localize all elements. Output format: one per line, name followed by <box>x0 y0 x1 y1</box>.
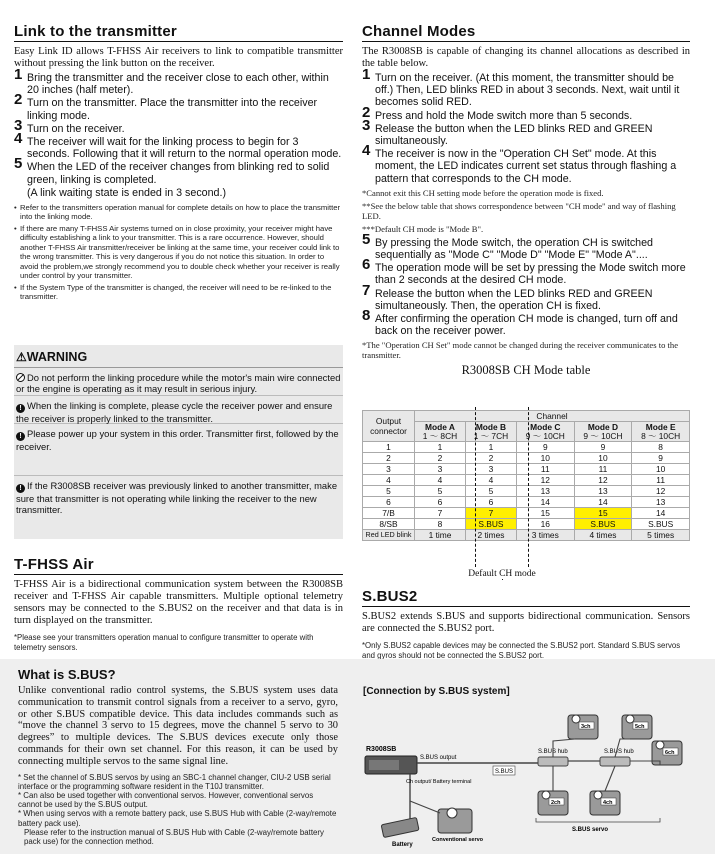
mode-range: 9 ～ 10CH <box>525 430 565 441</box>
step-text: The receiver is now in the "Operation CH Set" mode. At this moment, the LED indicates current set status through flashing a pattern that corresponds to the CH mode. <box>375 148 677 185</box>
table-cell: 3 <box>415 464 466 475</box>
step-item <box>362 66 690 109</box>
sbus-note: Please refer to the instruction manual of S.BUS Hub with Cable (2-way/remote battery pack use) for the connection method. <box>24 827 324 846</box>
table-cell: S.BUS <box>465 519 516 530</box>
table-cell: 2 times <box>465 530 516 541</box>
warning-item <box>14 424 343 476</box>
battery-label: Battery <box>392 842 413 848</box>
sbus-box <box>0 659 715 854</box>
step-number: 2 <box>14 91 23 109</box>
step-number: 1 <box>14 66 23 83</box>
table-cell: 5 <box>363 486 415 497</box>
link-bullets <box>14 203 343 302</box>
receiver-device <box>365 756 417 774</box>
hub2-label: S.BUS hub <box>604 749 634 755</box>
table-cell: 4 <box>465 475 516 486</box>
table-cell: 15 <box>516 508 574 519</box>
sbus-tag-label: S.BUS <box>495 769 514 775</box>
exclamation-icon: ! <box>16 432 25 441</box>
table-channel-header: Channel <box>415 411 690 422</box>
sbus-note: * Set the channel of S.BUS servos by using an SBC-1 channel changer, CIU-2 USB serial interface or the programming software resident in the T10J transmitter. <box>18 772 331 791</box>
table-cell: 13 <box>516 486 574 497</box>
sbus-hub-2 <box>600 757 630 766</box>
step-number: 5 <box>362 230 371 248</box>
prohibited-icon <box>16 373 25 382</box>
table-cell: 5 times <box>632 530 690 541</box>
servo-ch-label: 2ch <box>551 800 561 806</box>
servo-ch-label: 6ch <box>665 750 675 756</box>
warning-text: When the linking is complete, please cycle the receiver power and ensure the receiver is properly linked to the transmitter. <box>16 400 333 424</box>
warning-title: WARNING <box>26 350 88 364</box>
step-item <box>14 155 343 186</box>
right-column <box>362 23 690 378</box>
mode-header <box>415 422 466 442</box>
step-text: After confirming the operation CH mode is changed, turn off and back on the receiver power. <box>375 313 678 338</box>
sbus-text-col <box>18 667 338 846</box>
step-item <box>362 256 690 287</box>
table-cell: 5 <box>415 486 466 497</box>
warning-item <box>14 476 343 518</box>
mode-range: 9 ～ 10CH <box>583 430 623 441</box>
table-cell: 7 <box>415 508 466 519</box>
step-text: Press and hold the Mode switch more than 5 seconds. <box>375 109 633 122</box>
step-item <box>14 66 343 97</box>
link-steps <box>14 66 343 186</box>
mode-range: 1 ～ 7CH <box>473 430 509 441</box>
exclamation-icon: ! <box>16 404 25 413</box>
table-cell: 13 <box>574 486 632 497</box>
step5-sub: (A link waiting state is ended in 3 second.) <box>27 186 227 199</box>
table-cell: 10 <box>516 453 574 464</box>
table-cell: 10 <box>632 464 690 475</box>
step-number: 8 <box>362 307 371 325</box>
warning-icon: ⚠ <box>16 350 27 364</box>
table-cell: 7 <box>465 508 516 519</box>
default-mode-label: Default CH mode <box>452 569 552 579</box>
conv-servo-cable <box>410 801 440 813</box>
step-item <box>362 281 690 312</box>
table-cell: 1 <box>465 442 516 453</box>
note-bullet: • If there are many T-FHSS Air systems turned on in close proximity, your receiver might have difficulty establishing a link to your transmitter. This is a rare occurrence. However, should another T-FHSS Air transmitter/receiver be linking at the same time, your receiver could link to the wrong transmitter. This is very dangerous if you do not notice this situation. In order to avoid the problem,we strongly recommend you to double check whether your receiver is really under control by your transmitter. <box>14 224 343 281</box>
table-cell: 14 <box>574 497 632 508</box>
ch-output-text: Ch output/ Battery terminal <box>406 779 472 785</box>
mode-header <box>632 422 690 442</box>
servo-ch-label: 5ch <box>635 724 645 730</box>
table-cell: 7/B <box>363 508 415 519</box>
table-cell: 3 times <box>516 530 574 541</box>
left-column <box>14 23 343 304</box>
table-cell: 1 <box>363 442 415 453</box>
step-item <box>362 116 690 148</box>
table-cell: 8 <box>415 519 466 530</box>
ch-mode-table-wrap <box>362 410 690 579</box>
table-corner: Output connector <box>363 411 415 442</box>
default-mode-marker <box>475 407 529 572</box>
mode-name: Mode A <box>425 421 455 432</box>
table-cell: 14 <box>516 497 574 508</box>
table-cell: 11 <box>632 475 690 486</box>
warning-header <box>14 345 343 368</box>
servo-ch-label: 4ch <box>603 800 613 806</box>
mode-range: 8 ～ 10CH <box>641 430 681 441</box>
table-cell: 1 time <box>415 530 466 541</box>
table-cell: 15 <box>574 508 632 519</box>
step-item <box>14 91 343 122</box>
mode-name: Mode B <box>475 421 507 432</box>
sbus-notes <box>18 773 338 847</box>
hub1-label: S.BUS hub <box>538 749 568 755</box>
warning-text: Please power up your system in this order. Transmitter first, followed by the receiver. <box>16 428 339 452</box>
step-number: 5 <box>14 155 23 173</box>
table-cell: 10 <box>574 453 632 464</box>
mode-name: Mode D <box>587 421 619 432</box>
step-text: Release the button when the LED blinks RED and GREEN simultaneously. <box>375 122 653 148</box>
sbus-hub-1 <box>538 757 568 766</box>
step-text: The operation mode will be set by pressing the Mode switch more than 2 seconds at the desired CH mode. <box>375 262 686 287</box>
conventional-servo <box>438 808 472 833</box>
diagram-title: [Connection by S.BUS system] <box>363 686 510 697</box>
modes-title: Channel Modes <box>362 23 690 42</box>
modes-intro: The R3008SB is capable of changing its channel allocations as described in the table below. <box>362 46 690 69</box>
mode-note: **See the below table that shows correspondence between "CH mode" and way of flashing LED. <box>362 200 676 221</box>
modes-notes <box>362 188 690 234</box>
step-text: When the LED of the receiver changes from blinking red to solid green, linking is completed. <box>27 161 330 186</box>
step-item <box>362 307 690 338</box>
sbus-note: * Can also be used together with conventional servos. However, conventional servos cannot be used by the S.BUS output. <box>18 790 314 810</box>
receiver-label: R3008SB <box>366 746 397 753</box>
sbus-servo-bracket <box>536 818 660 822</box>
sbus2-title: S.BUS2 <box>362 588 690 607</box>
tfhss-text: T-FHSS Air is a bidirectional communication system between the R3008SB receiver and T-FHSS Air capable transmitters. Multiple optional telemetry sensors may be connected to the S.BUS2 on the receiver and that data is in turn displayed on the transmitter. <box>14 579 343 626</box>
table-cell: 9 <box>632 453 690 464</box>
step-text: The receiver will wait for the linking process to begin for 3 seconds. Following that it will return to the normal operation mode. <box>27 136 342 161</box>
step-text: Turn on the transmitter. Place the transmitter into the receiver linking mode. <box>27 97 318 122</box>
mode-name: Mode C <box>530 421 561 432</box>
table-cell: 4 <box>363 475 415 486</box>
tfhss-section <box>14 556 343 652</box>
table-cell: 12 <box>516 475 574 486</box>
ch-output-label <box>406 779 471 785</box>
modes-steps-a <box>362 66 690 185</box>
warning-text: If the R3008SB receiver was previously linked to another transmitter, make sure that transmitter is not operating while linking the receiver to the new transmitter. <box>16 480 338 515</box>
step-number: 2 <box>362 103 371 121</box>
table-cell: 8 <box>632 442 690 453</box>
table-cell: 5 <box>465 486 516 497</box>
table-cell: 3 <box>465 464 516 475</box>
tfhss-title: T-FHSS Air <box>14 556 343 575</box>
sbus-title: What is S.BUS? <box>18 667 116 682</box>
table-cell: 6 <box>465 497 516 508</box>
tfhss-note: *Please see your transmitters operation manual to configure transmitter to operate with telemetry sensors. <box>14 633 314 652</box>
mode-name: Mode E <box>645 421 676 432</box>
mode-range: 1 ～ 8CH <box>422 430 458 441</box>
table-cell: 6 <box>415 497 466 508</box>
table-cell: 6 <box>363 497 415 508</box>
step-text: Turn on the receiver. <box>27 122 125 135</box>
warning-box <box>14 345 343 539</box>
step-text: Bring the transmitter and the receiver close to each other, within 20 inches (half meter). <box>27 72 329 97</box>
table-cell: 8/SB <box>363 519 415 530</box>
step-number: 6 <box>362 256 371 274</box>
table-cell: 4 times <box>574 530 632 541</box>
step-number: 4 <box>362 142 371 160</box>
mode-note: *Cannot exit this CH setting mode before the operation mode is fixed. <box>362 187 604 198</box>
table-cell: 2 <box>363 453 415 464</box>
note-bullet: • Refer to the transmitters operation manual for complete details on how to place the transmitter into the linking mode. <box>14 203 343 222</box>
conv-servo-label: Conventional servo <box>432 837 484 843</box>
sbus-servo-label: S.BUS servo <box>572 827 609 833</box>
sbus-connection-diagram <box>360 701 700 851</box>
warning-text: Do not perform the linking procedure while the motor's main wire connected or the engine is operating as it may result in serious injury. <box>16 372 341 394</box>
step-number: 3 <box>362 116 371 134</box>
battery-pack <box>381 817 419 837</box>
sbus-note: * When using servos with a remote battery pack, use S.BUS Hub with Cable (2-way/remote battery pack use). <box>18 809 337 828</box>
mode-note: ***Default CH mode is "Mode B". <box>362 223 484 234</box>
step-number: 3 <box>14 116 23 134</box>
table-cell: 9 <box>516 442 574 453</box>
step-item <box>14 116 343 135</box>
sbus2-section <box>362 588 690 660</box>
step-number: 7 <box>362 281 371 299</box>
step-text: By pressing the Mode switch, the operation CH is switched sequentially as "Mode C" "Mode D" "Mode E" "Mode A".... <box>375 236 654 262</box>
step-text: Turn on the receiver. (At this moment, the transmitter should be off.) Then, LED blinks RED in about 3 seconds. Next, wait until it becomes solid RED. <box>375 72 680 109</box>
sbus-text: Unlike conventional radio control systems, the S.BUS system uses data communication to transmit control signals from a receiver to a servo, gyro, or other S.BUS compatible device. This data includes commands such as “move the channel 3 servo to 15 degrees, move the channel 5 servo to 30 degrees” to multiple devices. The S.BUS devices execute only those commands for their own set channel. For this reason, it can be used by connecting multiple servos to the same signal line. <box>18 685 338 767</box>
warning-item <box>14 368 343 396</box>
step-number: 4 <box>14 130 23 148</box>
servo-ch-label: 3ch <box>581 724 591 730</box>
table-title: R3008SB CH Mode table <box>461 363 591 378</box>
step-item <box>362 142 690 185</box>
modes-final-note: *The "Operation CH Set" mode cannot be changed during the receiver communicates to the transmitter. <box>362 340 679 361</box>
table-cell: 12 <box>632 486 690 497</box>
table-cell: S.BUS <box>632 519 690 530</box>
table-cell: 14 <box>632 508 690 519</box>
table-cell: 2 <box>465 453 516 464</box>
step-number: 1 <box>362 66 371 83</box>
table-cell: 2 <box>415 453 466 464</box>
table-cell: 11 <box>516 464 574 475</box>
warning-item <box>14 396 343 424</box>
sbus2-note: *Only S.BUS2 capable devices may be connected the S.BUS2 port. Standard S.BUS servos and gyros should not be connected the S.BUS2 port. <box>362 641 681 660</box>
link-title: Link to the transmitter <box>14 23 343 42</box>
table-cell: 16 <box>516 519 574 530</box>
note-bullet: • If the System Type of the transmitter is changed, the receiver will need to be re-linked to the transmitter. <box>14 283 343 302</box>
table-cell: 13 <box>632 497 690 508</box>
modes-steps-b <box>362 230 690 338</box>
table-cell: 3 <box>363 464 415 475</box>
table-cell: 12 <box>574 475 632 486</box>
mode-header <box>574 422 632 442</box>
table-cell: Red LED blink <box>363 530 415 541</box>
table-cell: S.BUS <box>574 519 632 530</box>
step-item <box>362 230 690 262</box>
step-item <box>14 130 343 161</box>
exclamation-icon: ! <box>16 484 25 493</box>
step-item <box>362 103 690 122</box>
table-cell: 9 <box>574 442 632 453</box>
sbus2-text: S.BUS2 extends S.BUS and supports bidirectional communication. Sensors are connected the S.BUS2 port. <box>362 611 690 634</box>
step-text: Release the button when the LED blinks RED and GREEN simultaneously. Then, the operation CH is fixed. <box>375 287 653 312</box>
sbus-output-label: S.BUS output <box>420 755 457 761</box>
table-cell: 4 <box>415 475 466 486</box>
table-cell: 1 <box>415 442 466 453</box>
link-intro: Easy Link ID allows T-FHSS Air receivers to link to compatible transmitter without pressing the link button on the receiver. <box>14 46 343 69</box>
table-cell: 11 <box>574 464 632 475</box>
